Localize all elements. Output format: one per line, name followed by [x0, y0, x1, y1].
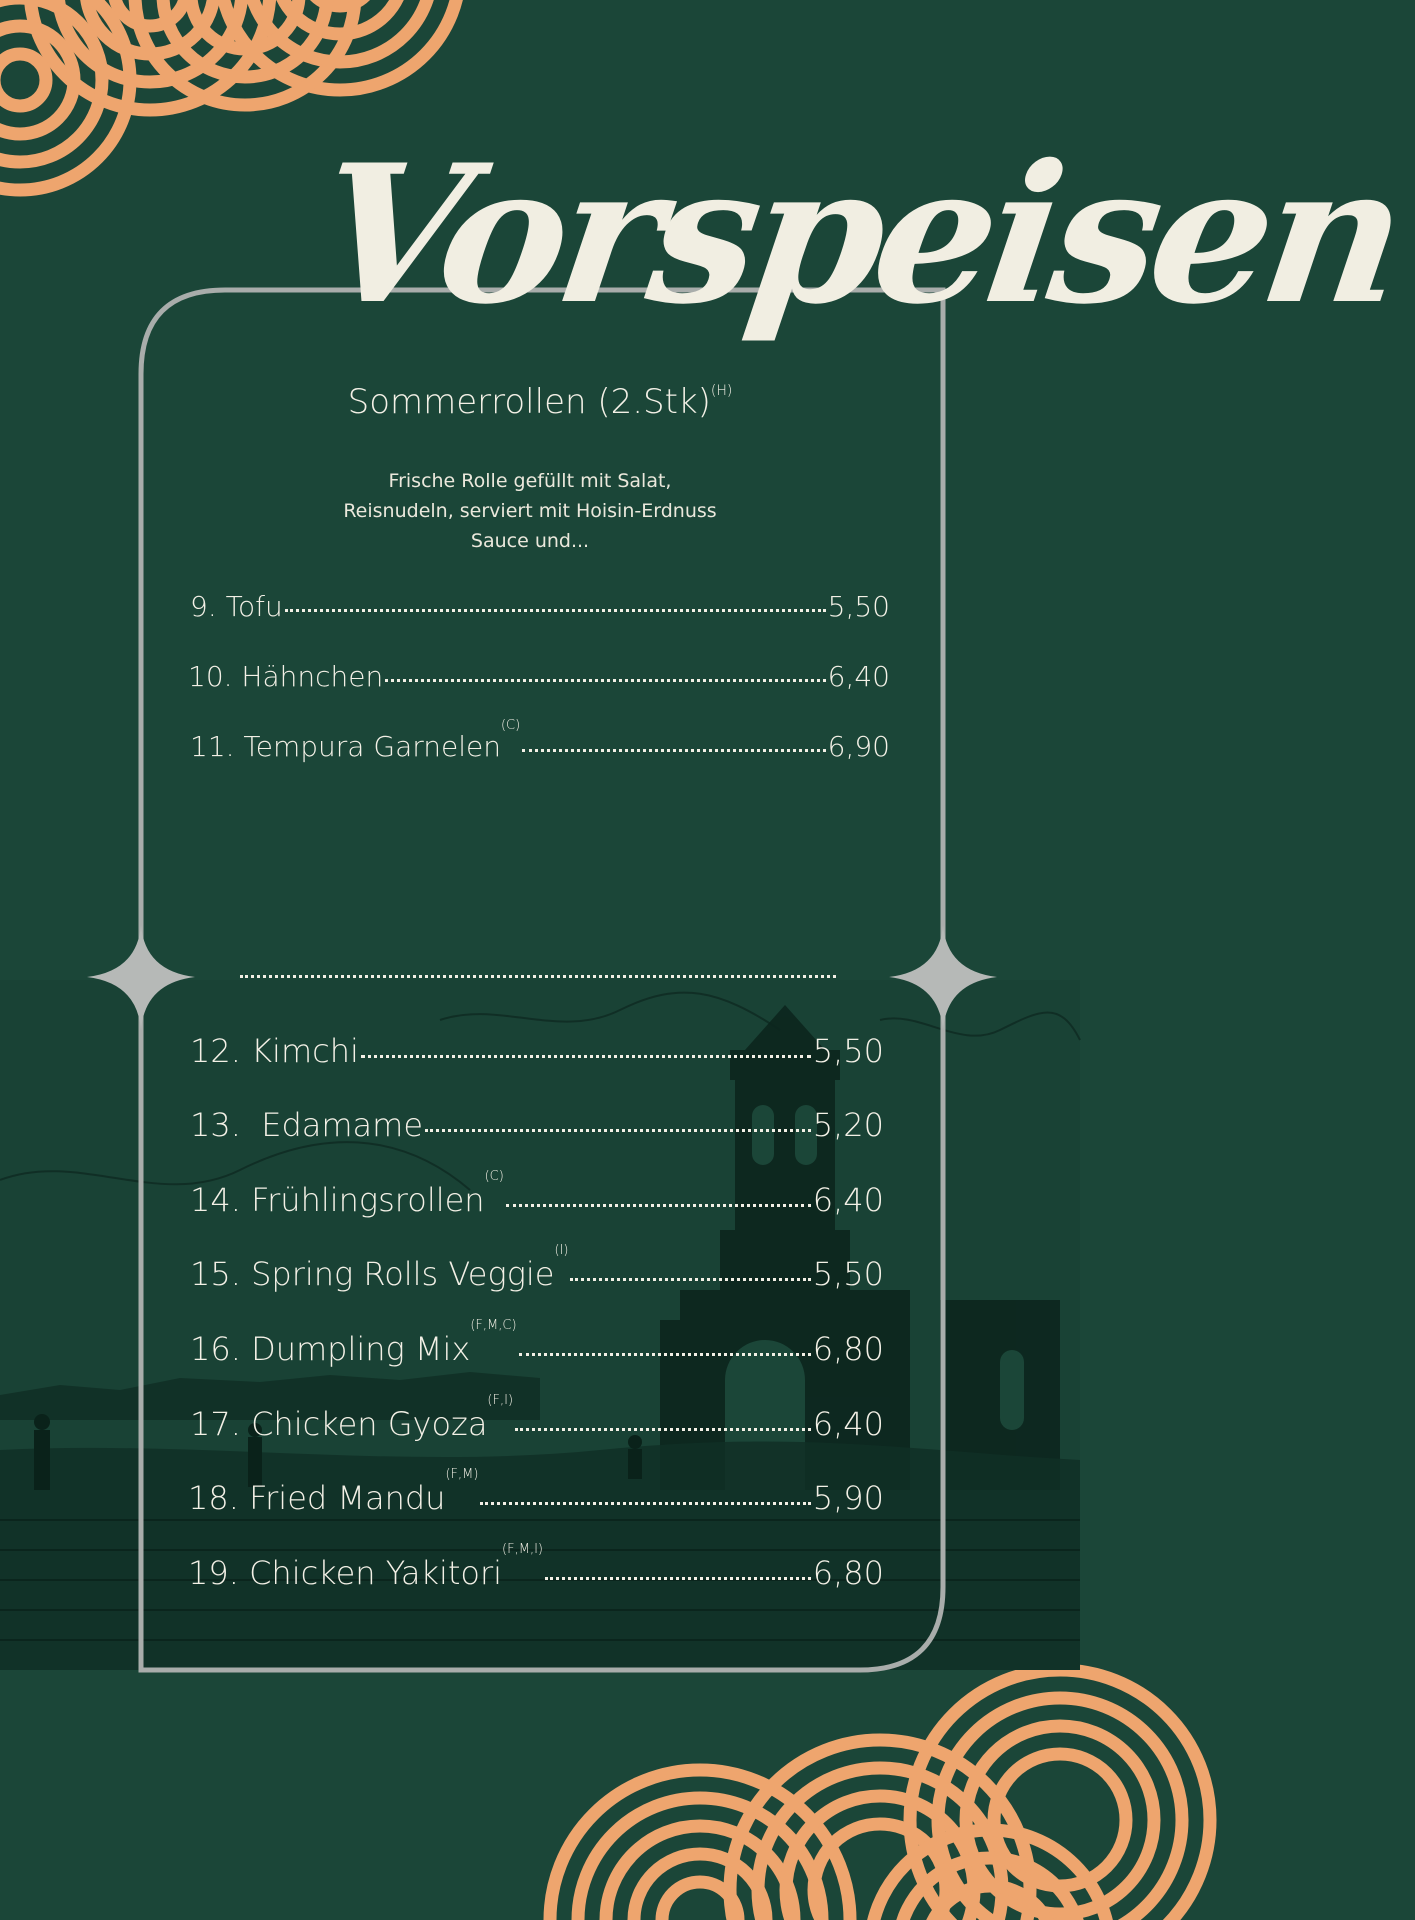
section-heading	[320, 382, 760, 422]
item-price: 6,40	[812, 1181, 884, 1220]
menu-item	[190, 1169, 884, 1220]
sparkle-star-icon	[889, 925, 997, 1030]
item-name: 13. Edamame	[190, 1106, 424, 1145]
item-name: 9. Tofu	[190, 589, 283, 623]
item-name: 18. Fried Mandu$^{(F,M)}$	[188, 1467, 479, 1518]
dot-leader	[522, 719, 825, 753]
item-price: 5,50	[812, 1255, 884, 1294]
dot-leader	[506, 1169, 811, 1207]
dot-leader	[570, 1243, 810, 1281]
item-price: 6,90	[827, 729, 890, 763]
section-name: Sommerrollen (2.Stk)	[347, 382, 711, 422]
item-price: 5,20	[812, 1106, 884, 1145]
item-price: 6,40	[812, 1405, 884, 1444]
item-name: 14. Frühlingsrollen$^{(C)}$	[190, 1169, 504, 1220]
menu-item	[190, 1243, 884, 1294]
dot-leader	[545, 1542, 811, 1580]
dot-leader	[480, 1467, 810, 1505]
item-price: 5,50	[827, 589, 890, 623]
item-price: 6,40	[827, 659, 890, 693]
item-price: 6,80	[812, 1330, 884, 1369]
dot-leader	[285, 579, 826, 613]
description-line: Frische Rolle gefüllt mit Salat,	[388, 470, 672, 492]
item-name: 12. Kimchi	[190, 1032, 359, 1071]
menu-item	[188, 652, 890, 693]
menu-item	[190, 1098, 884, 1144]
dot-leader	[519, 1318, 811, 1356]
item-price: 5,50	[812, 1032, 884, 1071]
dot-leader	[425, 1094, 811, 1132]
menu-item	[188, 1467, 884, 1518]
menu-item	[190, 1024, 884, 1070]
item-name: 10. Hähnchen	[188, 659, 384, 693]
dot-leader	[385, 649, 825, 683]
page-title: Vorspeisen	[304, 123, 1412, 346]
menu-item	[188, 1542, 884, 1593]
item-price: 6,80	[812, 1554, 884, 1593]
item-name: 11. Tempura Garnelen$^{(C)}$	[190, 717, 521, 763]
section-divider	[240, 975, 836, 978]
menu-item	[190, 1393, 884, 1444]
menu-item	[190, 582, 890, 623]
dot-leader	[515, 1393, 811, 1431]
item-name: 19. Chicken Yakitori$^{(F,M,I)}$	[188, 1542, 543, 1593]
section-description	[330, 466, 730, 556]
description-line: Sauce und...	[470, 530, 590, 552]
menu-item	[190, 1318, 884, 1369]
menu-item	[190, 717, 890, 763]
dot-leader	[361, 1020, 811, 1058]
allergen-note: (H)	[710, 382, 733, 399]
item-name: 15. Spring Rolls Veggie$^{(I)}$	[190, 1243, 569, 1294]
item-name: 16. Dumpling Mix$^{(F,M,C)}$	[190, 1318, 517, 1369]
item-name: 17. Chicken Gyoza$^{(F,I)}$	[190, 1393, 514, 1444]
sparkle-star-icon	[87, 925, 195, 1030]
description-line: Reisnudeln, serviert mit Hoisin-Erdnuss	[343, 500, 717, 522]
item-price: 5,90	[812, 1479, 884, 1518]
